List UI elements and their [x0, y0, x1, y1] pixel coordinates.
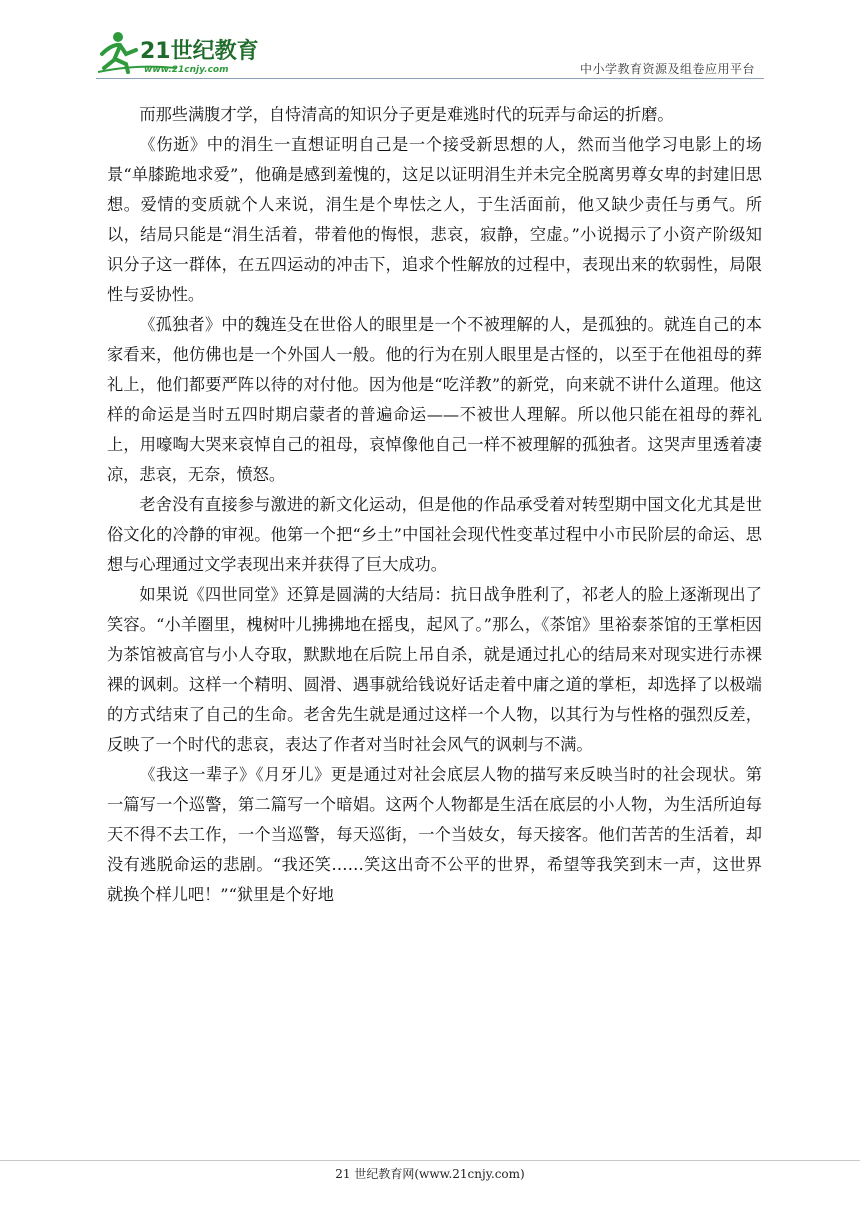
paragraph: 如果说《四世同堂》还算是圆满的大结局：抗日战争胜利了，祁老人的脸上逐渐现出了笑容。“小羊圈里，槐树叶儿拂拂地在摇曳，起风了。”那么，《茶馆》里裕泰茶馆的王掌柜因为茶馆被高官与小人夺取，默默地在后院上吊自杀，就是通过扎心的结局来对现实进行赤裸裸的讽刺。这样一个精明、圆滑、遇事就给钱说好话走着中庸之道的掌柜，却选择了以极端的方式结束了自己的生命。老舍先生就是通过这样一个人物，以其行为与性格的强烈反差，反映了一个时代的悲哀，表达了作者对当时社会风气的讽刺与不满。	[107, 585, 762, 754]
site-logo[interactable]	[96, 28, 266, 76]
article-body	[107, 100, 762, 910]
logo-title: 21世纪教育	[140, 39, 259, 64]
footer-divider	[0, 1160, 860, 1161]
runner-logo-icon	[96, 28, 266, 76]
paragraph: 《我这一辈子》《月牙儿》更是通过对社会底层人物的描写来反映当时的社会现状。第一篇写一个巡警，第二篇写一个暗娼。这两个人物都是生活在底层的小人物，为生活所迫每天不得不去工作，一个当巡警，每天巡街，一个当妓女，每天接客。他们苦苦的生活着，却没有逃脱命运的悲剧。“我还笑……笑这出奇不公平的世界，希望等我笑到末一声，这世界就换个样儿吧！”“狱里是个好地	[107, 765, 762, 904]
page-header	[0, 0, 860, 82]
paragraph: 老舍没有直接参与激进的新文化运动，但是他的作品承受着对转型期中国文化尤其是世俗文化的冷静的审视。他第一个把“乡土”中国社会现代性变革过程中小市民阶层的命运、思想与心理通过文学表现出来并获得了巨大成功。	[107, 495, 762, 574]
paragraph: 而那些满腹才学，自恃清高的知识分子更是难逃时代的玩弄与命运的折磨。	[139, 105, 674, 124]
header-divider	[96, 78, 764, 79]
paragraph: 《伤逝》中的涓生一直想证明自己是一个接受新思想的人，然而当他学习电影上的场景“单膝跪地求爱”，他确是感到羞愧的，这足以证明涓生并未完全脱离男尊女卑的封建旧思想。爱情的变质就个人来说，涓生是个卑怯之人，于生活面前，他又缺少责任与勇气。所以，结局只能是“涓生活着，带着他的悔恨，悲哀，寂静，空虚。”小说揭示了小资产阶级知识分子这一群体，在五四运动的冲击下，追求个性解放的过程中，表现出来的软弱性，局限性与妥协性。	[107, 135, 762, 304]
logo-url: www.21cnjy.com	[144, 65, 229, 75]
page-footer[interactable]: 21 世纪教育网(www.21cnjy.com)	[335, 1167, 525, 1181]
paragraph: 《孤独者》中的魏连殳在世俗人的眼里是一个不被理解的人，是孤独的。就连自己的本家看来，他仿佛也是一个外国人一般。他的行为在别人眼里是古怪的，以至于在他祖母的葬礼上，他们都要严阵以待的对付他。因为他是“吃洋教”的新党，向来就不讲什么道理。他这样的命运是当时五四时期启蒙者的普遍命运——不被世人理解。所以他只能在祖母的葬礼上，用嚎啕大哭来哀悼自己的祖母，哀悼像他自己一样不被理解的孤独者。这哭声里透着凄凉，悲哀，无奈，愤怒。	[107, 315, 762, 484]
platform-label: 中小学教育资源及组卷应用平台	[579, 62, 755, 76]
